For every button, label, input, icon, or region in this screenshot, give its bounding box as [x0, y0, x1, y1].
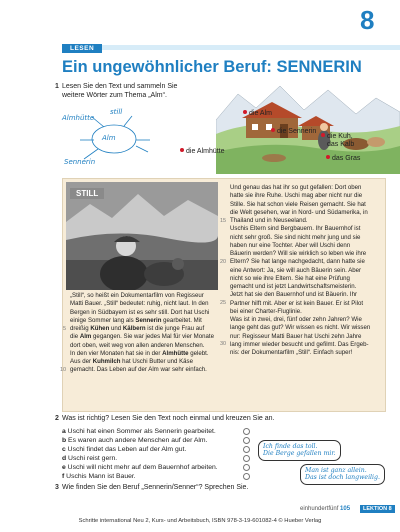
option-letter: c [62, 446, 66, 453]
text-line: lang immer wieder besucht und gefilmt. Das Ergeb- [230, 340, 369, 348]
text-span: die [70, 333, 80, 341]
answer-checkbox[interactable] [243, 464, 250, 471]
text-line: Bergen in Südbayern ist es sehr still. Dort hat Uschi [70, 308, 210, 316]
page-number: 105 [340, 506, 351, 512]
label-dot-icon [321, 133, 325, 137]
text-line: „Still“, so heißt ein Dokumentarfilm von Regisseur [70, 292, 204, 299]
illustration-label-text: das Gras [332, 155, 361, 162]
illustration-label [243, 110, 272, 118]
text-line: lange geht das gut? Wir wissen es nicht. Wir wissen [230, 324, 371, 332]
illustration-label [326, 155, 360, 163]
answer-option [62, 463, 218, 472]
option-letter: e [62, 464, 66, 471]
text-span: In den vier Monaten hat sie in der [70, 349, 163, 357]
text-span: einige Sommer lang als [70, 316, 136, 324]
keyword: Sennerin [135, 316, 162, 324]
text-span: hat Uschi Butter und Käse [120, 358, 193, 365]
answer-option [62, 436, 207, 445]
option-text: Uschi will nicht mehr auf dem Bauernhof arbeiten. [67, 464, 218, 471]
photo-title: STILL [70, 188, 104, 199]
illustration-label [321, 133, 353, 141]
text-line: Partner hilft mit. Aber er ist kein Bauer. Er ist Pilot [230, 299, 364, 307]
text-span: ist die junge Frau auf [145, 325, 205, 332]
text-line: nicht sehr groß. Sie sind nicht mehr jung und sie [230, 233, 361, 241]
text-line [70, 358, 220, 366]
line-number: 20 [220, 259, 227, 265]
text-line: nicht so wie ihre Eltern. Sie hat eine Prüfung [230, 274, 350, 282]
label-dot-icon [243, 110, 247, 114]
label-dot-icon [326, 155, 330, 159]
exercise-2-prompt [55, 414, 275, 423]
option-text: Es waren auch andere Menschen auf der Alm. [68, 437, 208, 444]
section-band [62, 45, 400, 50]
answer-option [62, 427, 216, 436]
option-text: Uschis Mann ist Bauer. [66, 473, 136, 480]
page-word: einhundertfünf [300, 506, 339, 512]
text-line: Matti Bauer. „Still“ bedeutet: ruhig, nicht laut. In den [70, 300, 209, 308]
answer-checkbox[interactable] [243, 455, 250, 462]
article-right-column [230, 184, 381, 357]
page-footer [300, 506, 350, 512]
illustration-label-text: die Almhütte [186, 148, 225, 155]
keyword: Kühen [90, 325, 110, 332]
answer-checkbox[interactable] [243, 437, 250, 444]
exercise-3-prompt [55, 483, 249, 492]
illustration-label-text: die Alm [249, 110, 272, 117]
answer-checkbox[interactable] [243, 446, 250, 453]
text-line: dort oben, weit weg von allen anderen Menschen. [70, 341, 205, 349]
exercise-3-text: Wie finden Sie den Beruf „Sennerin/Senner“? Sprechen Sie. [62, 484, 249, 491]
answer-option [62, 472, 136, 481]
exercise-1-prompt [55, 82, 192, 100]
speech-bubble-line: Man ist ganz allein. [305, 467, 367, 474]
mind-map-word: Almhütte [62, 114, 95, 122]
label-dot-icon [271, 128, 275, 132]
option-letter: f [62, 473, 65, 480]
mind-map-word: still [110, 108, 123, 116]
text-line: bei einer Charter-Fluglinie. [230, 307, 302, 315]
option-letter: d [62, 455, 67, 462]
text-line: Was ist in zwei, drei, fünf oder zehn Jahren? Wie [230, 316, 362, 323]
text-span: Aus der [70, 358, 93, 365]
speech-bubble-line: Ich finde das toll. [263, 443, 318, 450]
text-span: gegangen. Sie war jedes Mal für vier Monate [91, 333, 214, 341]
illustration-label-text: die Sennerin [277, 128, 317, 135]
line-number: 5 [63, 326, 67, 332]
text-line: Eltern? Sie hat lange nachgedacht, dann hatte sie [230, 258, 365, 266]
text-line: nis: der Dokumentarfilm „Still“. Einfach super! [230, 349, 353, 356]
illustration-label-text: das Kalb [327, 141, 355, 148]
text-line: Jetzt hat sie den Bauernhof und ist Bäuerin. Ihr [230, 291, 358, 299]
line-number: 30 [220, 341, 227, 347]
text-line: Uschis Eltern sind Bergbauern. Ihr Bauernhof ist [230, 225, 361, 233]
text-line [70, 325, 220, 333]
article-left-column [70, 292, 220, 375]
exercise-1-line-2: weitere Wörter zum Thema „Alm“. [62, 92, 167, 99]
option-text: Uschi findet das Leben auf der Alm gut. [67, 446, 187, 453]
line-number: 10 [60, 367, 67, 373]
exercise-1-number: 1 [55, 83, 59, 90]
text-line: Und genau das hat ihr so gut gefallen: Dort oben [230, 184, 362, 191]
text-span: dreißig [70, 325, 91, 332]
text-line: nur: Regisseur Matti Bauer hat Uschi zehn Jahre [230, 332, 362, 340]
speech-bubble [300, 464, 385, 485]
text-line: hatte sie ihre Ruhe. Uschi mag aber nicht nur die [230, 192, 363, 200]
text-line [70, 333, 220, 341]
exercise-3-number: 3 [55, 484, 59, 491]
mind-map-center: Alm [102, 134, 116, 142]
illustration-label [180, 148, 225, 156]
answer-checkbox[interactable] [243, 428, 250, 435]
text-line: eine Antwort: Ja, sie will auch Bäuerin sein. Aber [230, 266, 362, 274]
text-line: haben nur eine Tochter. Aber will Uschi denn [230, 241, 351, 249]
answer-option [62, 445, 186, 454]
text-line [70, 317, 220, 325]
lesson-number: 8 [360, 5, 375, 35]
page-title: Ein ungewöhnlicher Beruf: SENNERIN [62, 58, 362, 76]
text-line [70, 350, 220, 358]
exercise-2-text: Was ist richtig? Lesen Sie den Text noch einmal und kreuzen Sie an. [62, 415, 275, 422]
answer-option [62, 454, 117, 463]
text-span: gelebt. [188, 349, 209, 357]
keyword: Alm [79, 333, 92, 341]
text-line: gemacht und ist jetzt Landwirtschaftsmeisterin. [230, 283, 357, 290]
text-line: Stille. Sie hat schon viele Reisen gemacht. Sie hat [230, 200, 366, 208]
imprint-line: Schritte international Neu 2, Kurs- und Arbeitsbuch, ISBN 978-3-19-601082-4 © Hueber Verlag [78, 518, 322, 524]
text-span: gearbeitet. Mit [161, 316, 202, 324]
text-line: gemacht. Das Leben auf der Alm war sehr einfach. [70, 366, 207, 374]
illustration-label [271, 128, 316, 136]
answer-checkbox[interactable] [243, 473, 250, 480]
line-number: 25 [220, 300, 227, 306]
option-text: Uschi hat einen Sommer als Sennerin gearbeitet. [67, 428, 216, 435]
lektion-badge: LEKTION 8 [360, 505, 395, 513]
section-tag: LESEN [62, 44, 102, 53]
option-letter: b [62, 437, 67, 444]
line-number: 15 [220, 218, 227, 224]
option-text: Uschi reist gern. [68, 455, 118, 462]
exercise-2-number: 2 [55, 415, 59, 422]
illustration-label-text: die Kuh, [327, 133, 353, 140]
text-line: die Welt gesehen, war in Nord- und Südamerika, in [230, 208, 368, 216]
text-line: Thailand und in Neuseeland. [230, 217, 308, 224]
speech-bubble [258, 440, 341, 461]
exercise-1-line-1: Lesen Sie den Text und sammeln Sie [62, 83, 178, 90]
text-span: und [109, 325, 123, 332]
text-line: Bäuerin werden? Will sie wirklich so leben wie ihre [230, 250, 367, 257]
mind-map-word: Sennerin [64, 158, 96, 166]
label-dot-icon [180, 148, 184, 152]
keyword: Almhütte [162, 349, 189, 357]
keyword: Kuhmilch [92, 358, 121, 365]
speech-bubble-line: Die Berge gefallen mir. [263, 450, 336, 458]
speech-bubble-line: Das ist doch langweilig. [305, 474, 380, 482]
keyword: Kälbern [122, 325, 146, 332]
option-letter: a [62, 428, 66, 435]
